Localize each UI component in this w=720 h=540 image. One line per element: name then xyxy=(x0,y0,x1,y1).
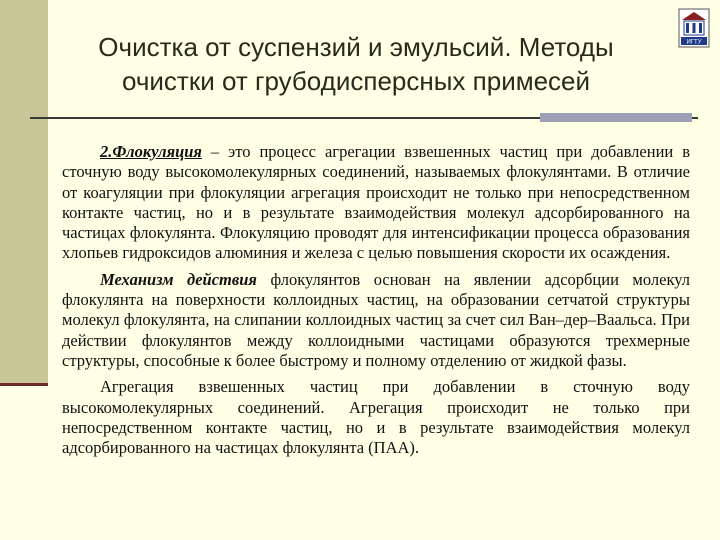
paragraph-flocculation xyxy=(62,142,690,264)
slide-title-line-1: Очистка от суспензий и эмульсий. Методы xyxy=(98,32,614,62)
paragraph-mechanism xyxy=(62,270,690,371)
paragraph-aggregation xyxy=(62,377,690,458)
term-flocculation: 2.Флокуляция xyxy=(100,142,202,161)
title-divider-block xyxy=(540,113,692,122)
logo-text: ИГТУ xyxy=(686,39,702,46)
left-accent-bar-underline xyxy=(0,383,48,386)
slide-title xyxy=(56,30,656,98)
title-divider-tail xyxy=(692,117,698,119)
term-mechanism: Механизм действия xyxy=(100,269,257,289)
left-accent-bar xyxy=(0,0,48,383)
title-divider-line xyxy=(30,117,540,119)
paragraph-flocculation-text: – это процесс агрегации взвешенных частиц при добавлении в сточную воду высокомолекулярных соединений, называемых флокулянтами. В отличие от коагуляции при флокуляции агрегация происходит не только при непосредственном контакте частиц, но и в результате взаимодействия молекул адсорбированного на частицах флокулянта. Флокуляцию проводят для интенсификации процесса образования хлопьев гидроксидов алюминия и железа с целью повышения скорости их осаждения. xyxy=(62,142,690,263)
paragraph-aggregation-text: Агрегация взвешенных частиц при добавлении в сточную воду высокомолекулярных соединений. Агрегация происходит не только при непосредственном контакте частиц, но и в результате взаимодействия молекул адсорбированного на частицах флокулянта (ПАА). xyxy=(62,377,690,458)
slide-title-line-2: очистки от грубодисперсных примесей xyxy=(121,66,591,96)
slide-body xyxy=(62,142,690,464)
university-logo xyxy=(678,8,710,48)
paragraph-mechanism-text: флокулянтов основан на явлении адсорбции молекул флокулянта на поверхности коллоидных частиц, на образовании сетчатой структуры молекул флокулянта, на слипании коллоидных частиц за счет сил Ван–дер–Ваальса. При действии флокулянтов между коллоидными частицами образуются трехмерные структуры, способные к более быстрому и полному отделению от жидкой фазы. xyxy=(62,269,690,370)
